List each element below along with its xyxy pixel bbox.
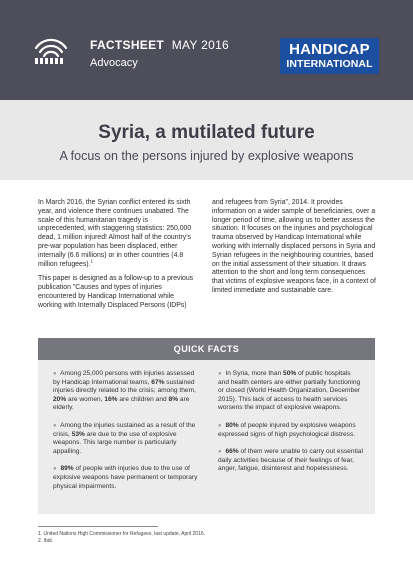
intro-paragraph-1: In March 2016, the Syrian conflict entered its sixth year, and violence there continues unabated. The scale of this humanitarian tragedy is unprecedented, with staggering statistics: 250,000 dead, 1 million injured! Almost half of the country's pre-war population has been displaced, either internally (6.6 millions) or in other countries (4.8 million refugees).$^1$ [38,199,192,268]
factsheet-label: FACTSHEET [90,38,165,52]
footnote-2: 2. Ibid. [38,538,54,544]
page-subtitle: A focus on the persons injured by explosive weapons [59,149,354,163]
bullet-icon: ● [53,371,57,377]
section-label: Advocacy [90,57,138,69]
intro-paragraph-3: and refugees from Syria", 2014. It provides information on a wider sample of beneficiaries, over a longer period of time, allowing us to better assess the situation. It focuses on the injuries and psychological trauma observed by Handicap International while working with internally displaced persons in Syria and Syrian refugees in the neighbouring countries, based on the initial assessment of their situation. It draws attention to the short and long term consequences that victims of explosive weapons face, in a context of limited immediate and sustainable care. [212,199,376,294]
footnote-ref: 1 [90,258,93,264]
bullet-icon: ● [218,371,222,377]
footnotes [38,531,368,545]
bullet-icon: ● [53,422,57,429]
fact-item: ● Among 25,000 persons with injuries assessed by Handicap International teams, 67% sustained injuries directly related to the crisis; among them, 20% are women, 16% are children and 8% are elderly. [53,370,196,412]
fact-item: ● In Syria, more than 50% of public hospitals and health centers are either partially functioning or closed (World Health Organization, December 2015). This lack of access to health services worsens the impact of explosive weapons. [218,370,361,412]
footnote-divider [38,526,158,527]
quick-facts-column-left [53,370,201,500]
header-text [90,38,229,69]
fact-item: ● 89% of people with injuries due to the use of explosive weapons have permanent or temporary physical impairments. [53,465,198,490]
quick-facts-heading: QUICK FACTS [38,338,375,360]
page-title: Syria, a mutilated future [98,122,315,143]
quick-facts-box [38,338,375,514]
header-band [0,0,413,100]
factsheet-line [90,38,229,52]
factsheet-date: MAY 2016 [171,38,230,52]
fact-item: ● Among the injuries sustained as a result of the crisis, 53% are due to the use of explosive weapons. This large number is particularly appalling. [53,421,196,455]
handicap-international-logo [280,38,379,74]
title-band [0,100,413,180]
logo-line-1: HANDICAP [289,41,370,58]
intro-column-left [38,199,194,317]
fact-item: ● 80% of people injured by explosive weapons expressed signs of high psychological distress. [218,421,356,438]
footnote-1: 1. United Nations High Commissioner for Refugees, last update, April 2016. [38,531,206,537]
handicap-signal-logo-icon [30,36,72,66]
logo-line-2: INTERNATIONAL [286,58,373,70]
intro-column-right [212,199,377,302]
bullet-icon: ● [218,422,222,429]
bullet-icon: ● [218,449,222,456]
fact-item: ● 66% of them were unable to carry out essential daily activities because of their feelings of fear, anger, fatigue, disinterest and hopelessness. [218,448,363,473]
bullet-icon: ● [53,466,57,473]
intro-paragraph-2: This paper is designed as a follow-up to a previous publication "Causes and types of injuries encountered by Handicap International while working with Internally Displaced Persons (IDPs) [38,275,194,309]
quick-facts-column-right [218,370,363,483]
